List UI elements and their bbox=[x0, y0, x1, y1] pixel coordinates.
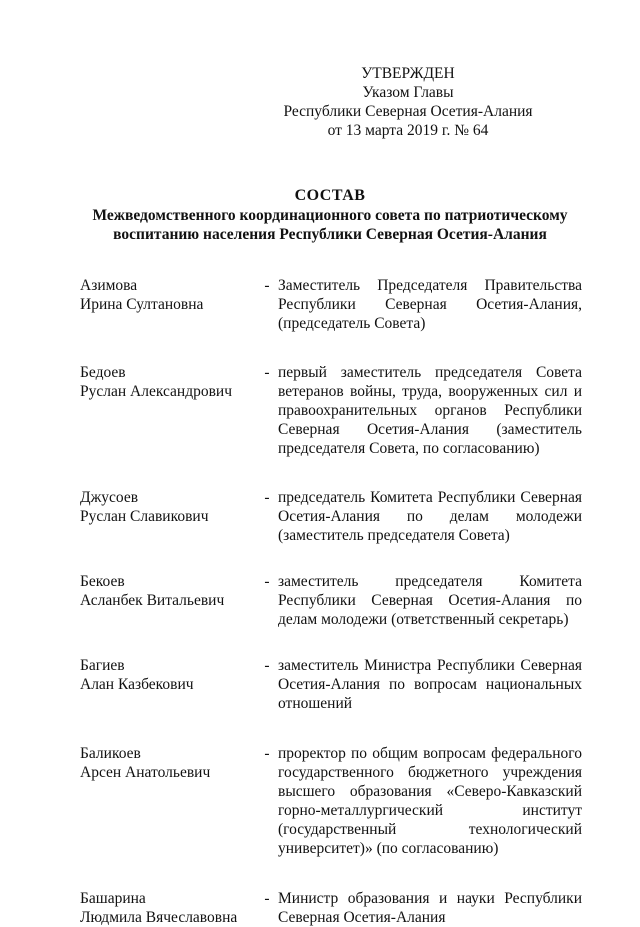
member-name bbox=[80, 276, 256, 314]
document-title: СОСТАВ bbox=[294, 187, 366, 204]
member-role: заместитель председателя Комитета Республики Северная Осетия-Алания по делам молодежи (ответственный секретарь) bbox=[278, 573, 582, 628]
member-name bbox=[80, 572, 256, 610]
member-surname: Бекоев bbox=[80, 573, 125, 590]
member-given-names: Алан Казбекович bbox=[80, 676, 194, 693]
member-name bbox=[80, 488, 256, 526]
member-dash: - bbox=[264, 489, 270, 506]
member-surname: Баликоев bbox=[80, 745, 141, 762]
document-subtitle-line-1: Межведомственного координационного совета по патриотическому bbox=[92, 207, 568, 224]
member-given-names: Асланбек Витальевич bbox=[80, 592, 225, 609]
member-surname: Бедоев bbox=[80, 364, 126, 381]
member-role: проректор по общим вопросам федерального государственного бюджетного учреждения высшего образования «Северо-Кавказский горно-металлургический институт (государственный технологический университет)» (по согласованию) bbox=[278, 745, 582, 857]
member-row bbox=[80, 276, 582, 333]
member-role: первый заместитель председателя Совета ветеранов войны, труда, вооруженных сил и правоохранительных органов Республики Северная Осетия-Алания (заместитель председателя Совета, по согласованию) bbox=[278, 364, 582, 457]
member-dash: - bbox=[264, 573, 270, 590]
member-name bbox=[80, 744, 256, 782]
approval-line-decree: Указом Главы bbox=[362, 84, 454, 101]
approval-stamp bbox=[258, 64, 558, 140]
member-list bbox=[80, 276, 582, 927]
member-row bbox=[80, 572, 582, 629]
member-dash: - bbox=[264, 890, 270, 907]
member-role: заместитель Министра Республики Северная Осетия-Алания по вопросам национальных отношений bbox=[278, 657, 582, 712]
member-row bbox=[80, 744, 582, 858]
member-name bbox=[80, 363, 256, 401]
member-dash: - bbox=[264, 277, 270, 294]
member-row bbox=[80, 656, 582, 713]
member-name bbox=[80, 889, 256, 927]
member-row bbox=[80, 889, 582, 927]
member-name bbox=[80, 656, 256, 694]
member-dash: - bbox=[264, 657, 270, 674]
member-row bbox=[80, 363, 582, 458]
approval-line-approved: УТВЕРЖДЕН bbox=[361, 65, 455, 82]
member-role: Министр образования и науки Республики Северная Осетия-Алания bbox=[278, 890, 582, 926]
member-given-names: Людмила Вячеславовна bbox=[80, 909, 238, 926]
member-given-names: Руслан Александрович bbox=[80, 383, 233, 400]
approval-line-republic: Республики Северная Осетия-Алания bbox=[283, 103, 533, 120]
member-role: Заместитель Председателя Правительства Республики Северная Осетия-Алания, (председатель Совета) bbox=[278, 277, 582, 332]
member-given-names: Руслан Славикович bbox=[80, 508, 209, 525]
member-row bbox=[80, 488, 582, 545]
member-surname: Башарина bbox=[80, 890, 146, 907]
member-given-names: Ирина Султановна bbox=[80, 296, 204, 313]
document-subtitle-line-2: воспитанию населения Республики Северная Осетия-Алания bbox=[113, 226, 547, 243]
member-role: председатель Комитета Республики Северная Осетия-Алания по делам молодежи (заместитель председателя Совета) bbox=[278, 489, 582, 544]
member-surname: Азимова bbox=[80, 277, 138, 294]
document-heading bbox=[70, 186, 590, 244]
member-dash: - bbox=[264, 364, 270, 381]
member-given-names: Арсен Анатольевич bbox=[80, 764, 211, 781]
member-surname: Багиев bbox=[80, 657, 125, 674]
member-dash: - bbox=[264, 745, 270, 762]
approval-line-date: от 13 марта 2019 г. № 64 bbox=[327, 122, 489, 139]
member-surname: Джусоев bbox=[80, 489, 139, 506]
